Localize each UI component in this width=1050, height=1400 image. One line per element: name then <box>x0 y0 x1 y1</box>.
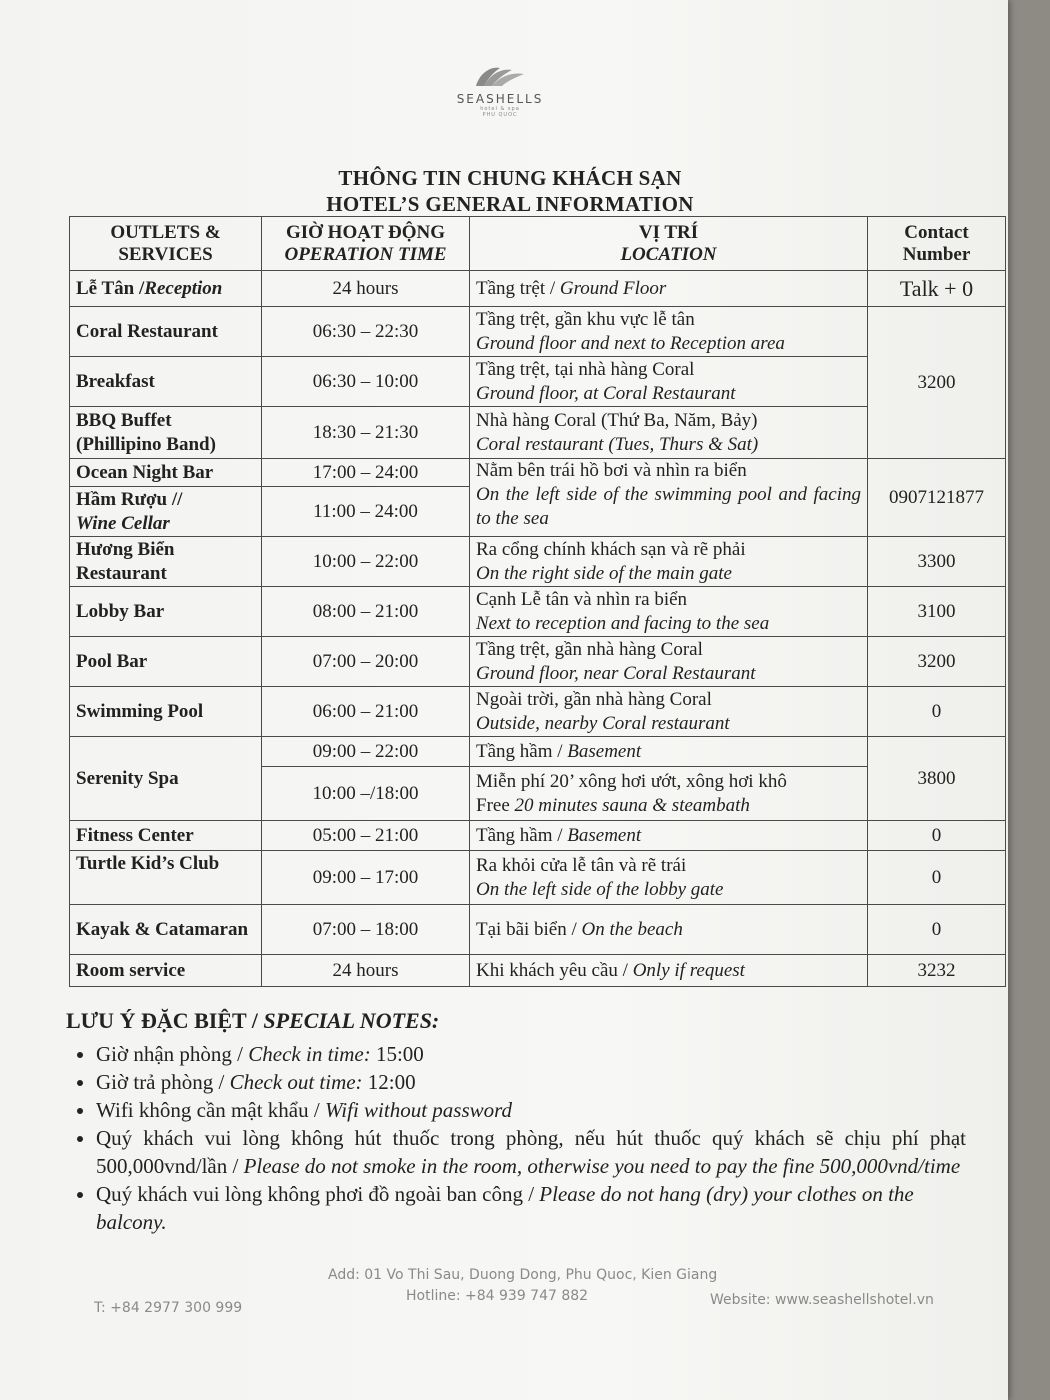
fitness-loc-en: Basement <box>567 824 642 846</box>
table-row <box>70 537 1006 587</box>
row-contact: Talk + 0 <box>868 271 1006 307</box>
row-contact: 3200 <box>868 307 1006 459</box>
spa-loc2-en-a: Free <box>476 794 510 816</box>
hotel-logo <box>430 62 570 118</box>
pool-bar-loc-en: Ground floor, near Coral Restaurant <box>476 662 756 684</box>
row-contact: 0 <box>868 851 1006 905</box>
info-table <box>69 216 1006 987</box>
list-item <box>96 1180 966 1236</box>
row-location <box>470 407 868 459</box>
footer-telephone: T: +84 2977 300 999 <box>94 1300 243 1316</box>
row-time: 11:00 – 24:00 <box>262 487 470 537</box>
row-contact: 3300 <box>868 537 1006 587</box>
row-location <box>470 587 868 637</box>
header-location <box>470 217 868 271</box>
wine-name-vi: Hầm Rượu // <box>76 488 183 510</box>
table-row <box>70 821 1006 851</box>
table-row <box>70 271 1006 307</box>
checkout-en: Check out time: <box>229 1070 363 1094</box>
row-outlet: Room service <box>70 955 262 987</box>
list-item <box>96 1096 966 1124</box>
checkout-value: 12:00 <box>367 1070 416 1094</box>
row-time: 05:00 – 21:00 <box>262 821 470 851</box>
special-notes <box>66 1008 966 1236</box>
row-contact: 3100 <box>868 587 1006 637</box>
turtle-loc-vi: Ra khỏi cửa lễ tân và rẽ trái <box>476 854 687 876</box>
pool-bar-loc-vi: Tầng trệt, gần nhà hàng Coral <box>476 638 703 660</box>
row-outlet: Pool Bar <box>70 637 262 687</box>
logo-line2: PHU QUOC <box>482 112 518 118</box>
row-location <box>470 357 868 407</box>
table-row <box>70 687 1006 737</box>
row-time: 18:30 – 21:30 <box>262 407 470 459</box>
footer-address: Add: 01 Vo Thi Sau, Duong Dong, Phu Quoc, Kien Giang <box>328 1267 718 1283</box>
coral-loc-vi: Tầng trệt, gần khu vực lễ tân <box>476 308 695 330</box>
turtle-loc-en: On the left side of the lobby gate <box>476 878 724 900</box>
smoke-vi: Quý khách vui lòng không hút thuốc trong phòng, nếu hút thuốc quý khách sẽ chịu phí phạt 500,000vnd/lần / <box>96 1126 966 1178</box>
wifi-vi: Wifi không cần mật khẩu / <box>96 1098 320 1122</box>
table-row <box>70 955 1006 987</box>
lobby-loc-vi: Cạnh Lễ tân và nhìn ra biển <box>476 588 688 610</box>
row-outlet: Lobby Bar <box>70 587 262 637</box>
huong-loc-en: On the right side of the main gate <box>476 562 732 584</box>
ocean-wine-loc-vi: Nằm bên trái hồ bơi và nhìn ra biển <box>476 460 747 481</box>
kayak-loc-vi: Tại bãi biển / <box>476 918 577 940</box>
smoke-en: Please do not smoke in the room, otherwise you need to pay the fine 500,000vnd/time <box>243 1154 961 1178</box>
row-contact: 0907121877 <box>868 459 1006 537</box>
row-contact: 0 <box>868 821 1006 851</box>
row-location <box>470 459 868 537</box>
room-loc-en: Only if request <box>632 959 745 981</box>
row-contact: 3232 <box>868 955 1006 987</box>
row-time: 17:00 – 24:00 <box>262 459 470 487</box>
spa-loc2-vi: Miễn phí 20’ xông hơi ướt, xông hơi khô <box>476 770 787 792</box>
notes-title-en: SPECIAL NOTES: <box>263 1008 440 1033</box>
checkin-en: Check in time: <box>248 1042 371 1066</box>
row-outlet: Coral Restaurant <box>70 307 262 357</box>
wifi-en: Wifi without password <box>324 1098 513 1122</box>
row-location <box>470 767 868 821</box>
row-time: 09:00 – 17:00 <box>262 851 470 905</box>
row-location <box>470 271 868 307</box>
huong-name-en: Restaurant <box>76 562 167 584</box>
spa-loc1-vi: Tầng hầm / <box>476 740 563 762</box>
breakfast-loc-en: Ground floor, at Coral Restaurant <box>476 382 736 404</box>
row-contact: 0 <box>868 905 1006 955</box>
table-row <box>70 459 1006 487</box>
lobby-loc-en: Next to reception and facing to the sea <box>476 612 770 634</box>
row-location <box>470 687 868 737</box>
row-time: 24 hours <box>262 271 470 307</box>
row-contact: 0 <box>868 687 1006 737</box>
row-outlet <box>70 487 262 537</box>
row-time: 06:00 – 21:00 <box>262 687 470 737</box>
row-time: 07:00 – 18:00 <box>262 905 470 955</box>
wine-name-en: Wine Cellar <box>76 512 170 534</box>
fitness-loc-vi: Tầng hầm / <box>476 824 563 846</box>
row-location <box>470 637 868 687</box>
huong-loc-vi: Ra cổng chính khách sạn và rẽ phải <box>476 538 746 560</box>
header-outlets: OUTLETS & SERVICES <box>70 217 262 271</box>
bbq-loc-en: Coral restaurant (Tues, Thurs & Sat) <box>476 433 759 455</box>
header-loc-en: LOCATION <box>620 243 717 265</box>
row-time: 06:30 – 22:30 <box>262 307 470 357</box>
row-outlet: BBQ Buffet (Phillipino Band) <box>70 407 262 459</box>
checkin-value: 15:00 <box>375 1042 424 1066</box>
row-time: 24 hours <box>262 955 470 987</box>
logo-brand: SEASHELLS <box>456 92 544 106</box>
header-time-vi: GIỜ HOẠT ĐỘNG <box>285 221 446 243</box>
row-location <box>470 537 868 587</box>
table-header-row <box>70 217 1006 271</box>
checkin-vi: Giờ nhận phòng / <box>96 1042 244 1066</box>
breakfast-loc-vi: Tầng trệt, tại nhà hàng Coral <box>476 358 695 380</box>
kayak-loc-en: On the beach <box>581 918 683 940</box>
row-location <box>470 955 868 987</box>
header-time <box>262 217 470 271</box>
table-row <box>70 587 1006 637</box>
reception-name-en: Reception <box>144 277 223 299</box>
table-row <box>70 307 1006 357</box>
checkout-vi: Giờ trả phòng / <box>96 1070 225 1094</box>
row-outlet: Fitness Center <box>70 821 262 851</box>
title-vi: THÔNG TIN CHUNG KHÁCH SẠN <box>338 166 682 190</box>
table-row <box>70 357 1006 407</box>
reception-name-vi: Lễ Tân / <box>76 277 145 299</box>
table-row <box>70 737 1006 767</box>
row-outlet: Breakfast <box>70 357 262 407</box>
hang-en: Please do not hang (dry) your clothes on the balcony. <box>96 1182 914 1234</box>
notes-list <box>66 1040 966 1236</box>
row-time: 07:00 – 20:00 <box>262 637 470 687</box>
row-location <box>470 737 868 767</box>
notes-title <box>66 1008 966 1034</box>
header-loc-vi: VỊ TRÍ <box>638 221 699 243</box>
list-item <box>96 1068 966 1096</box>
row-time: 08:00 – 21:00 <box>262 587 470 637</box>
title-en: HOTEL’S GENERAL INFORMATION <box>326 192 694 216</box>
notes-title-vi: LƯU Ý ĐẶC BIỆT / <box>66 1008 258 1033</box>
row-outlet: Swimming Pool <box>70 687 262 737</box>
table-row <box>70 851 1006 905</box>
row-outlet <box>70 537 262 587</box>
reception-loc-en: Ground Floor <box>559 277 667 299</box>
row-location <box>470 307 868 357</box>
table-row <box>70 905 1006 955</box>
row-contact: 3800 <box>868 737 1006 821</box>
hang-vi: Quý khách vui lòng không phơi đồ ngoài ban công / <box>96 1182 535 1206</box>
swim-loc-en: Outside, nearby Coral restaurant <box>476 712 730 734</box>
reception-loc-vi: Tầng trệt / <box>476 277 556 299</box>
list-item <box>96 1040 966 1068</box>
row-outlet <box>70 271 262 307</box>
row-time: 10:00 – 22:00 <box>262 537 470 587</box>
table-row <box>70 407 1006 459</box>
row-contact: 3200 <box>868 637 1006 687</box>
list-item <box>96 1124 966 1180</box>
table-row <box>70 637 1006 687</box>
row-location <box>470 821 868 851</box>
header-contact: Contact Number <box>868 217 1006 271</box>
header-time-en: OPERATION TIME <box>284 243 447 265</box>
row-location <box>470 851 868 905</box>
row-outlet: Serenity Spa <box>70 737 262 821</box>
spa-loc1-en: Basement <box>567 740 642 762</box>
footer-hotline: Hotline: +84 939 747 882 <box>406 1288 589 1304</box>
row-outlet: Turtle Kid’s Club <box>70 851 262 905</box>
row-time: 10:00 –/18:00 <box>262 767 470 821</box>
row-time: 09:00 – 22:00 <box>262 737 470 767</box>
ocean-wine-loc-en: On the left side of the swimming pool and facing to the sea <box>476 484 861 529</box>
logo-line1: hotel & spa <box>480 106 520 112</box>
coral-loc-en: Ground floor and next to Reception area <box>476 332 785 354</box>
bbq-loc-vi: Nhà hàng Coral (Thứ Ba, Năm, Bảy) <box>476 409 758 431</box>
seashell-logo-icon <box>470 62 530 90</box>
swim-loc-vi: Ngoài trời, gần nhà hàng Coral <box>476 688 712 710</box>
room-loc-vi: Khi khách yêu cầu / <box>476 959 628 981</box>
huong-name-vi: Hương Biển <box>76 538 175 560</box>
row-outlet: Kayak & Catamaran <box>70 905 262 955</box>
spa-loc2-en-b: 20 minutes sauna & steambath <box>514 794 750 816</box>
row-outlet: Ocean Night Bar <box>70 459 262 487</box>
row-time: 06:30 – 10:00 <box>262 357 470 407</box>
footer-website: Website: www.seashellshotel.vn <box>710 1292 934 1308</box>
row-location <box>470 905 868 955</box>
